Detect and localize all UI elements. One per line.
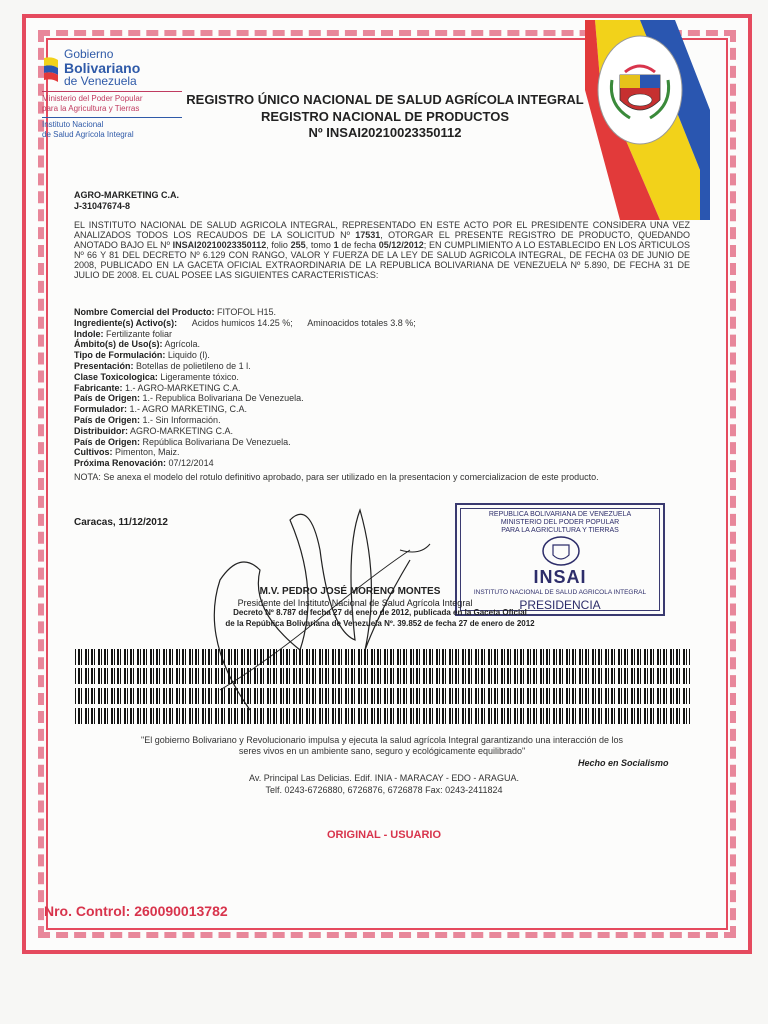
place-date: Caracas, 11/12/2012 (74, 517, 168, 528)
stamp-emblem-icon (539, 535, 583, 567)
phones: Telf. 0243-6726880, 6726876, 6726878 Fax: 0243-2411824 (265, 785, 503, 795)
signer-name: M.V. PEDRO JOSÉ MORENO MONTES (259, 586, 441, 597)
field-value: FITOFOL H15. (214, 307, 277, 317)
field-value: Ligeramente tóxico. (157, 371, 239, 382)
field-label: Tipo de Formulación: (74, 350, 166, 361)
field-label: Próxima Renovación: (74, 458, 167, 469)
control-number: Nro. Control: 260090013782 (44, 903, 228, 919)
stamp-line: PARA LA AGRICULTURA Y TIERRAS (501, 527, 619, 534)
logo-instituto-2: de Salud Agrícola Integral (42, 130, 134, 139)
field-label: Presentación: (74, 360, 134, 371)
field-value: 1.- Republica Bolivariana De Venezuela. (140, 393, 304, 404)
address: Av. Principal Las Delicias. Edif. INIA - MARACAY - EDO - ARAGUA. (249, 773, 519, 783)
stamp-institute: INSTITUTO NACIONAL DE SALUD AGRICOLA INTEGRAL (473, 589, 647, 596)
logo-ministerio-2: para la Agricultura y Tierras (42, 104, 140, 113)
barcode-1 (75, 649, 690, 665)
signer-title: Presidente del Instituto Nacional de Salud Agrícola Integral (237, 598, 473, 608)
field-label: Formulador: (74, 404, 127, 415)
field-value: Fertilizante foliar (103, 328, 173, 339)
logo-ministerio-1: Ministerio del Poder Popular (42, 94, 143, 103)
field-row (74, 329, 674, 340)
field-row (74, 339, 674, 350)
field-label: Clase Toxicologica: (74, 371, 158, 382)
field-label: País de Origen: (74, 414, 141, 425)
field-row (74, 437, 674, 448)
field-label: Indole: (74, 328, 104, 339)
field-label: Ámbito(s) de Uso(s): (74, 339, 163, 350)
field-row (74, 361, 674, 372)
field-value: Acidos humicos 14.25 %; Aminoacidos totales 3.8 %; (177, 317, 416, 328)
copy-label: ORIGINAL - USUARIO (326, 829, 442, 841)
company-block (74, 190, 179, 212)
tomo-number: 1 (333, 240, 339, 250)
field-label: Cultivos: (74, 447, 113, 458)
field-label: Ingrediente(s) Activo(s): (74, 317, 178, 328)
field-row (74, 415, 674, 426)
company-name: AGRO-MARKETING C.A. (74, 190, 179, 200)
field-value: 1.- AGRO MARKETING, C.A. (127, 404, 248, 415)
barcode-4 (75, 708, 690, 724)
logo-gobierno: Gobierno (64, 47, 114, 61)
paragraph-part: , tomo (305, 240, 334, 250)
motto-quote (74, 735, 690, 757)
logo-venezuela: de Venezuela (64, 74, 137, 88)
field-row (74, 458, 674, 469)
field-row (74, 447, 674, 458)
field-value: Botellas de polietileno de 1 l. (133, 360, 251, 371)
barcode-2 (75, 668, 690, 684)
product-fields (74, 307, 674, 469)
stamp-insai: INSAI (533, 567, 587, 587)
paragraph-part: EL INSTITUTO NACIONAL DE SALUD AGRICOLA INTEGRAL, REPRESENTADO EN ESTE ACTO POR EL PRESIDENTE CONSIDERA UNA VEZ ANALIZADOS TODOS LOS RECAUDOS DE LA SOLICITUD Nº (74, 220, 690, 240)
field-row (74, 404, 674, 415)
field-value: 1.- Sin Información. (140, 414, 221, 425)
field-label: País de Origen: (74, 436, 141, 447)
title-registro-numero: Nº INSAI20210023350112 (308, 125, 462, 140)
hecho-socialismo: Hecho en Socialismo (578, 758, 669, 768)
stamp-line: MINISTERIO DEL PODER POPULAR (500, 519, 620, 526)
barcode-3 (75, 688, 690, 704)
paragraph-part: , folio (266, 240, 291, 250)
venezuela-flag-icon (42, 56, 60, 84)
motto-line: "El gobierno Bolivariano y Revolucionario impulsa y ejecuta la salud agrícola Integral garantizando una interacción de los (141, 735, 623, 745)
field-value: AGRO-MARKETING C.A. (128, 425, 234, 436)
field-value: Liquido (l). (165, 350, 210, 361)
field-value: 07/12/2014 (166, 458, 214, 469)
field-label: Fabricante: (74, 382, 123, 393)
paragraph-part: de fecha (338, 240, 379, 250)
paragraph-part: , OTORGAR EL PRESENTE REGISTRO DE PRODUCTO, QUEDANDO ANOTADO BAJO EL Nº (74, 230, 690, 250)
field-row (74, 350, 674, 361)
paragraph-part: ; EN CUMPLIMIENTO A LO ESTABLECIDO EN LOS ARTICULOS Nº 66 Y 81 DEL DECRETO Nº 6.129 CON RANGO, VALOR Y FUERZA DE LA LEY DE SALUD AGRICOLA INTEGRAL, DE FECHA 03 DE JUNIO DE 2008, PUBLICADO EN LA GACETA OFICIAL EXTRAORDINARIA DE LA REPUBLICA BOLIVARIANA DE VENEZUELA Nº 5.890, DE FECHA 31 DE JULIO DE 2008. EL CUAL POSEE LAS SIGUIENTES CARACTERISTICAS: (74, 240, 690, 280)
folio-number: 255 (290, 240, 306, 250)
motto-line: seres vivos en un ambiente sano, seguro y ecológicamente equilibrado" (238, 746, 526, 756)
field-row (74, 307, 674, 318)
field-value: Pimenton, Maiz. (112, 447, 180, 458)
field-label: País de Origen: (74, 393, 141, 404)
decree-line-1: Decreto Nº 8.787 de fecha 27 de enero de 2012, publicada en la Gaceta Oficial (233, 608, 527, 617)
field-row (74, 383, 674, 394)
field-label: Nombre Comercial del Producto: (74, 307, 215, 317)
main-paragraph (74, 220, 690, 280)
field-value: 1.- AGRO-MARKETING C.A. (122, 382, 241, 393)
company-rif: J-31047674-8 (74, 201, 131, 211)
field-row (74, 393, 674, 404)
decree-line-2: de la República Bolivariana de Venezuela Nº. 39.852 de fecha 27 de enero de 2012 (225, 619, 535, 628)
stamp-presidencia: PRESIDENCIA (519, 598, 601, 612)
field-value: Agrícola. (162, 339, 201, 350)
field-row (74, 426, 674, 437)
field-value: República Bolivariana De Venezuela. (140, 436, 291, 447)
logo-bolivariano: Bolivariano (64, 60, 141, 76)
title-registro-nacional: REGISTRO NACIONAL DE PRODUCTOS (261, 109, 509, 124)
registro-fecha: 05/12/2012 (378, 240, 424, 250)
stamp-line: REPUBLICA BOLIVARIANA DE VENEZUELA (488, 511, 632, 518)
logo-instituto-1: Instituto Nacional (42, 120, 104, 129)
title-registro-unico: REGISTRO ÚNICO NACIONAL DE SALUD AGRÍCOLA INTEGRAL (186, 92, 584, 107)
field-row (74, 318, 674, 329)
nota-text: NOTA: Se anexa el modelo del rotulo definitivo aprobado, para ser utilizado en la presentacion y comercializacion de este producto. (74, 472, 599, 482)
registro-number: INSAI20210023350112 (172, 240, 267, 250)
field-label: Distribuidor: (74, 425, 128, 436)
solicitud-number: 17531 (355, 230, 381, 240)
field-row (74, 372, 674, 383)
